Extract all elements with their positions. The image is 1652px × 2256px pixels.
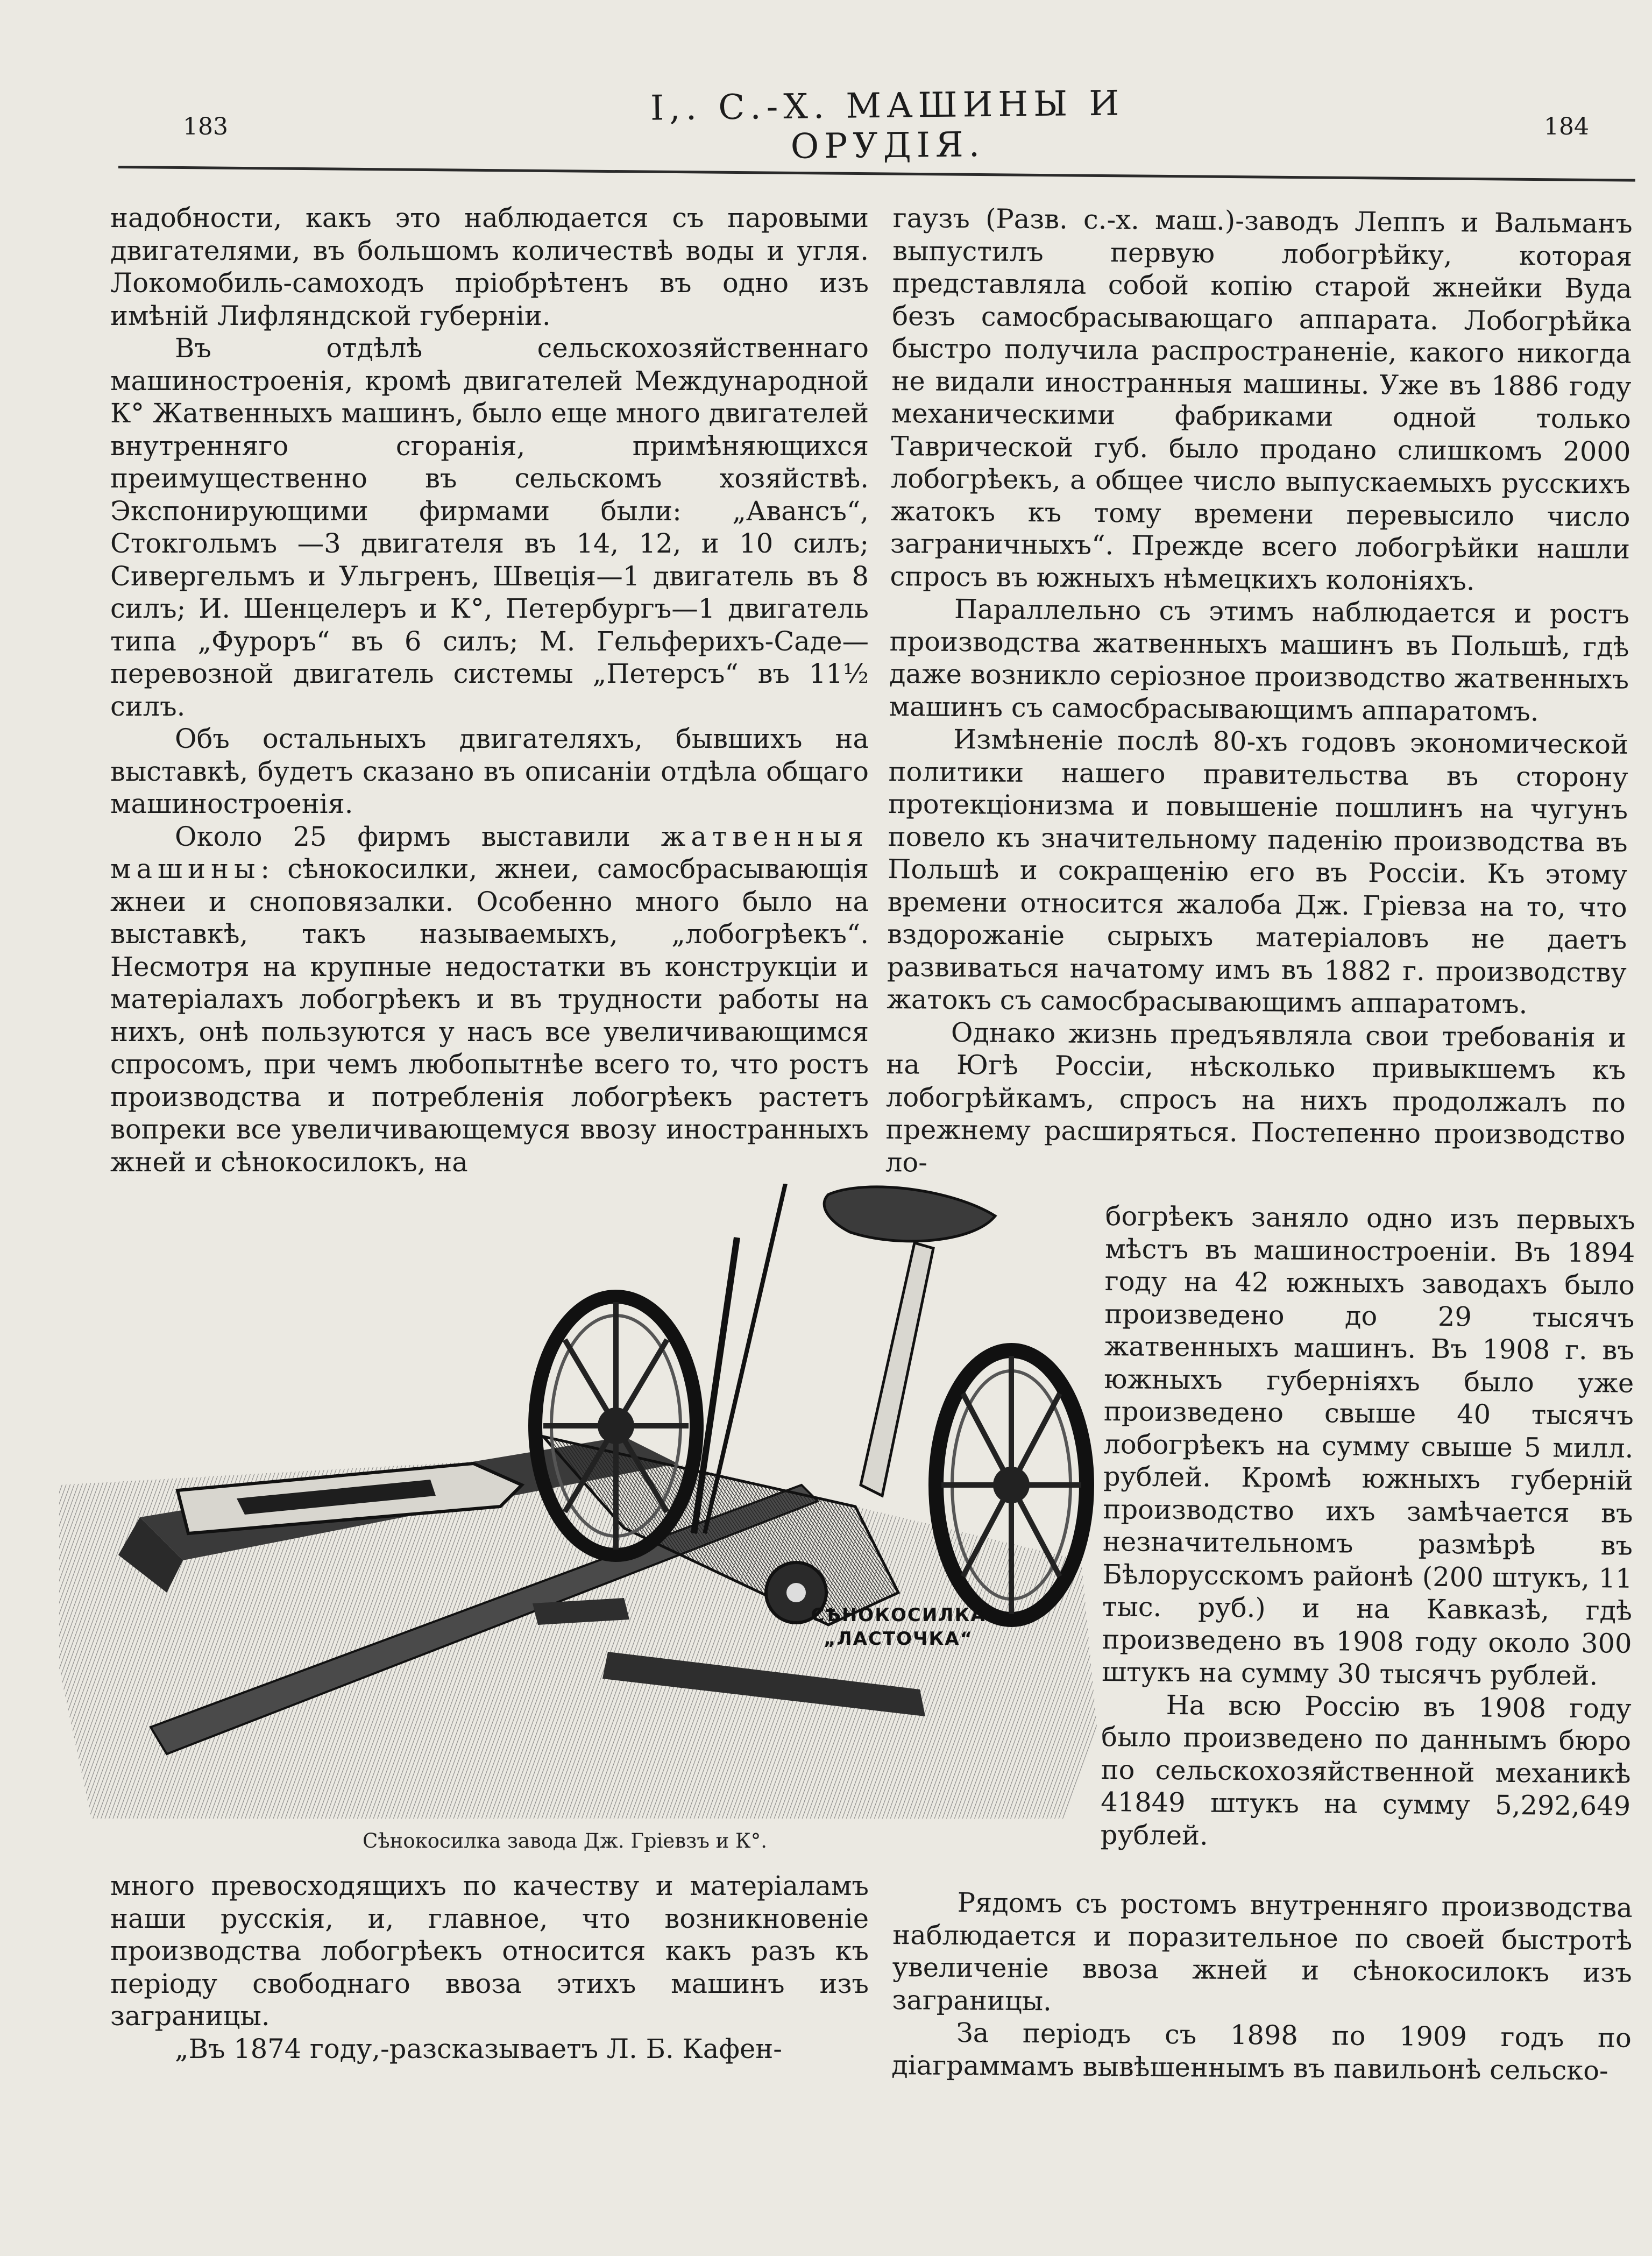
header-rule: [118, 166, 1635, 182]
paragraph: На всю Россію въ 1908 году было произведено по даннымъ бюро по сельскохозяйственной механикѣ 41849 штукъ на сумму 5,292,649 рублей.: [1100, 1689, 1632, 1851]
paragraph: Однако жизнь предъявляла свои требованія и на Югѣ Россіи, нѣсколько привыкшемъ къ лобогрѣйкамъ, спросъ на нихъ продолжалъ по прежнему расширяться. Постепенно производство ло-: [885, 1016, 1627, 1178]
paragraph: богрѣекъ заняло одно изъ первыхъ мѣстъ въ машиностроеніи. Въ 1894 году на 42 южныхъ заводахъ было произведено до 29 тысячъ жатвенныхъ машинъ. Въ 1908 г. въ южныхъ губерніяхъ было уже произведено свыше 40 тысячъ лобогрѣекъ на сумму свыше 5 милл. рублей. Кромѣ южныхъ губерній производство ихъ замѣчается въ незначительномъ размѣрѣ въ Бѣлорусскомъ районѣ (200 штукъ, 11 тыс. руб.) и на Кавказѣ, гдѣ произведено въ 1908 году около 300 штукъ на сумму 30 тысячъ рублей.: [1101, 1200, 1635, 1692]
figure-label-line: СѢНОКОСИЛКА: [811, 1604, 986, 1626]
paragraph: Измѣненіе послѣ 80-хъ годовъ экономической политики нашего правительства въ сторону протекціонизма и повышеніе пошлинъ на чугунъ повело къ значительному паденію производства въ Польшѣ и сокращенію его въ Россіи. Къ этому времени относится жалоба Дж. Гріевза на то, что вздорожаніе сырыхъ матеріаловъ не даетъ развиваться начатому имъ въ 1882 г. производству жатокъ съ самосбрасывающимъ аппаратомъ.: [887, 723, 1629, 1020]
mower-illustration: [59, 1184, 1097, 1851]
figure-label-line: „ЛАСТОЧКА“: [824, 1628, 973, 1650]
right-column-bottom: [891, 1886, 1633, 2087]
paragraph-start: Около 25 фирмъ выставили: [175, 821, 630, 852]
page-number-left: 183: [183, 113, 228, 140]
right-column-narrow: [1100, 1200, 1635, 1855]
paragraph: гаузъ (Разв. с.-х. маш.)-заводъ Леппъ и Вальманъ выпустилъ первую лобогрѣйку, которая представляла собой копію старой жнейки Вуда безъ самосбрасывающаго аппарата. Лобогрѣйка быстро получила распространеніе, какого никогда не видали иностранныя машины. Уже въ 1886 году механическими фабриками одной только Таврической губ. было продано слишкомъ 2000 лобогрѣекъ, а общее число выпускаемыхъ русскихъ жатокъ къ тому времени перевысило число заграничныхъ“. Прежде всего лобогрѣйки нашли спросъ въ южныхъ нѣмецкихъ колоніяхъ.: [890, 202, 1633, 597]
paragraph: Параллельно съ этимъ наблюдается и ростъ производства жатвенныхъ машинъ въ Польшѣ, гдѣ даже возникло серіозное производство жатвенныхъ машинъ съ самосбрасывающимъ аппаратомъ.: [889, 593, 1630, 727]
paragraph: Рядомъ съ ростомъ внутренняго производства наблюдается и поразительное по своей быстротѣ увеличеніе ввоза жней и сѣнокосилокъ изъ заграницы.: [892, 1886, 1633, 2017]
paragraph: „Въ 1874 году,-разсказываетъ Л. Б. Кафен-: [175, 2033, 783, 2064]
paragraph: надобности, какъ это наблюдается съ паровыми двигателями, въ большомъ количествѣ воды и угля. Локомобиль-самоходъ пріобрѣтенъ въ одно изъ имѣній Лифляндской губерніи.: [110, 202, 869, 331]
paragraph: много превосходящихъ по качеству и матеріаламъ наши русскія, и, главное, что возникновеніе производства лобогрѣекъ относится какъ разъ къ періоду свободнаго ввоза этихъ машинъ изъ заграницы.: [110, 1870, 869, 2032]
right-column-top: [885, 202, 1633, 1184]
paragraph: [110, 821, 869, 1179]
figure-inset-label: [810, 1603, 987, 1651]
paragraph: За періодъ съ 1898 по 1909 годъ по діаграммамъ вывѣшеннымъ въ павильонѣ сельско-: [891, 2017, 1632, 2086]
paragraph: Въ отдѣлѣ сельскохозяйственнаго машиностроенія, кромѣ двигателей Международной К° Жатвенныхъ машинъ, было еще много двигателей внутренняго сгоранія, примѣняющихся преимущественно въ сельскомъ хозяйствѣ. Экспонирующими фирмами были: „Авансъ“, Стокгольмъ —3 двигателя въ 14, 12, и 10 силъ; Сивергельмъ и Ульгренъ, Швеція—1 двигатель въ 8 силъ; И. Шенцелеръ и К°, Петербургъ—1 двигатель типа „Фуроръ“ въ 6 силъ; М. Гельферихъ-Саде—перевозной двигатель системы „Петерсъ“ въ 11½ силъ.: [110, 333, 869, 722]
paragraph: Объ остальныхъ двигателяхъ, бывшихъ на выставкѣ, будетъ сказано въ описаніи отдѣла общаго машиностроенія.: [110, 723, 869, 819]
figure-caption: Сѣнокосилка завода Дж. Гріевзъ и К°.: [363, 1829, 767, 1852]
spaced-emphasis: жатвенныя машины: [110, 821, 869, 885]
page-number-right: 184: [1544, 113, 1589, 140]
mower-engraving: [59, 1184, 1097, 1819]
paragraph-rest: : сѣнокосилки, жнеи, самосбрасывающія жнеи и сноповязалки. Особенно много было на выставкѣ, такъ называемыхъ, „лобогрѣекъ“. Несмотря на крупные недостатки въ конструкціи и матеріалахъ лобогрѣекъ и въ трудности работы на нихъ, онѣ пользуются у насъ все увеличивающимся спросомъ, при чемъ любопытнѣе всего то, что ростъ производства и потребленія лобогрѣекъ растетъ вопреки все увеличивающемуся ввозу иностранныхъ жней и сѣнокосилокъ, на: [110, 853, 869, 1178]
running-head-title: I,. С.-Х. МАШИНЫ И ОРУДІЯ.: [650, 83, 1125, 167]
left-column-top: [110, 202, 869, 1178]
left-column-bottom: [110, 1870, 869, 2065]
